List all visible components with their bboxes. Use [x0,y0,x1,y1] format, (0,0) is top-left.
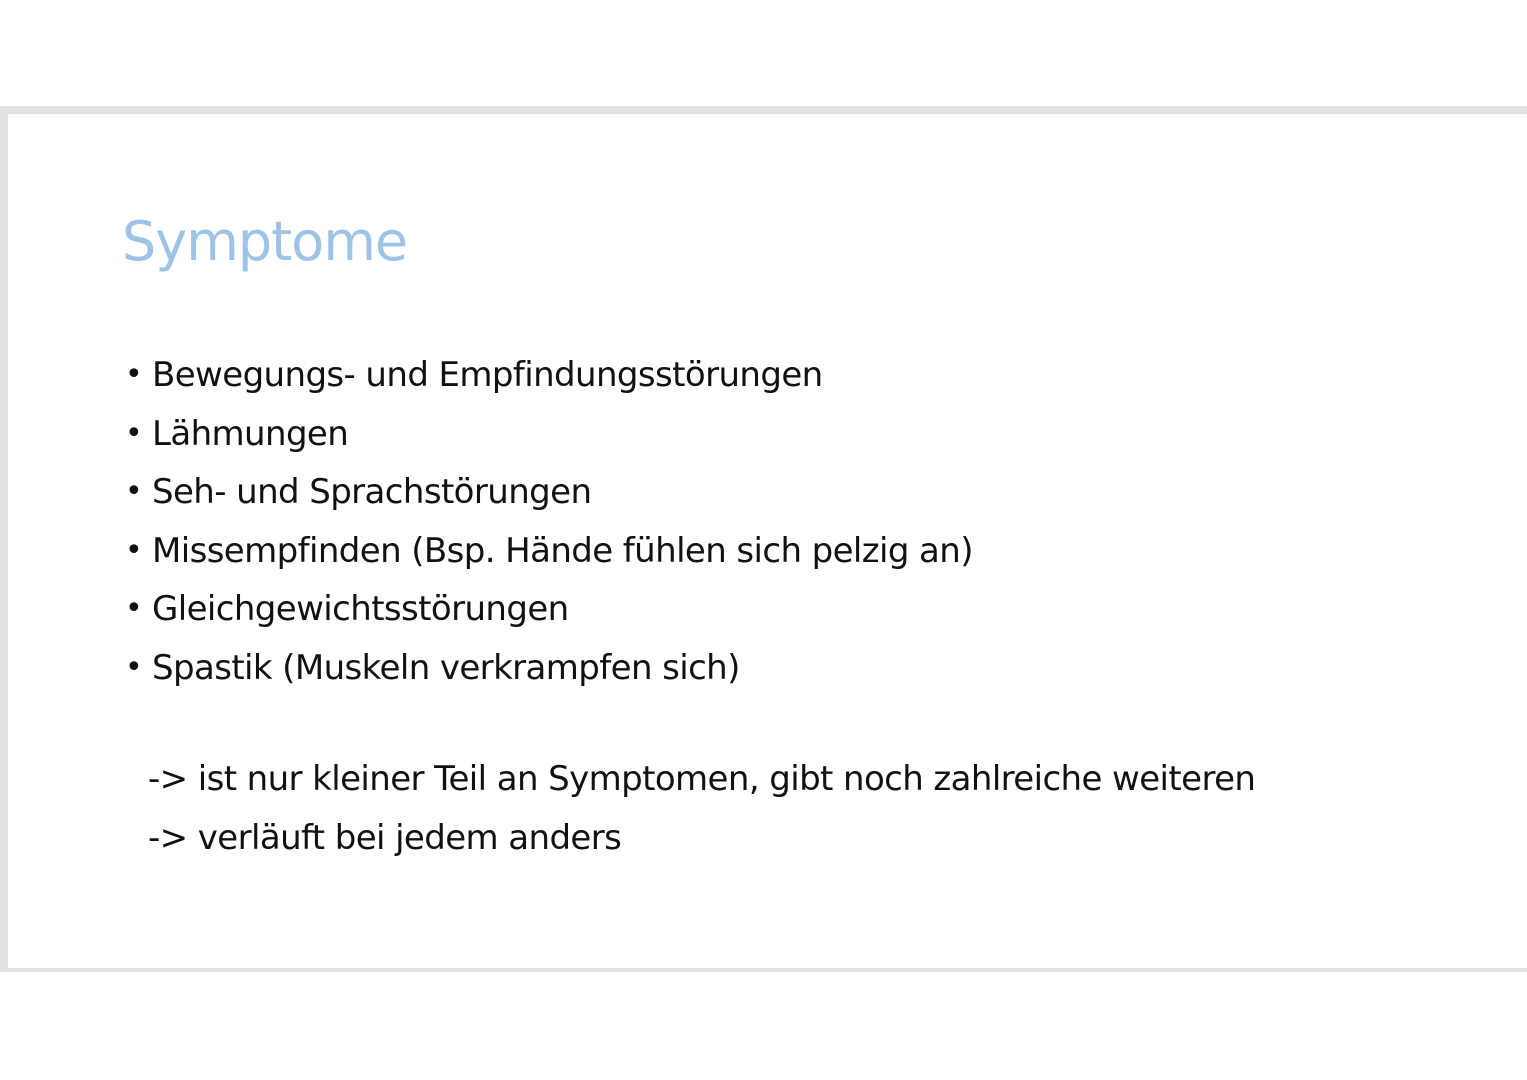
bullet-list [122,346,973,697]
slide-title: Symptome [122,210,408,273]
bullet-text: Gleichgewichtsstörungen [152,589,569,629]
bullet-item [122,580,973,639]
bullet-icon: • [125,357,143,392]
bullet-icon: • [125,532,143,568]
bullet-text: Lähmungen [152,413,349,454]
bullet-icon: • [125,474,143,509]
bullet-text: Spastik (Muskeln verkrampfen sich) [152,647,740,688]
bullet-icon: • [125,591,143,626]
bullet-icon: • [125,649,143,685]
bullet-item [122,639,973,698]
bullet-item [122,463,973,522]
bullet-item [122,405,973,464]
bullet-item [122,346,973,405]
slide [0,106,1527,972]
note-line: -> verläuft bei jedem anders [148,817,622,858]
bullet-text: Missempfinden (Bsp. Hände fühlen sich pelzig an) [152,530,973,571]
bullet-text: Bewegungs- und Empfindungsstörungen [152,355,823,395]
note-line: -> ist nur kleiner Teil an Symptomen, gibt noch zahlreiche weiteren [148,759,1256,799]
notes [148,750,1255,867]
bullet-icon: • [125,415,143,451]
bullet-item [122,522,973,581]
bullet-text: Seh- und Sprachstörungen [152,472,592,512]
